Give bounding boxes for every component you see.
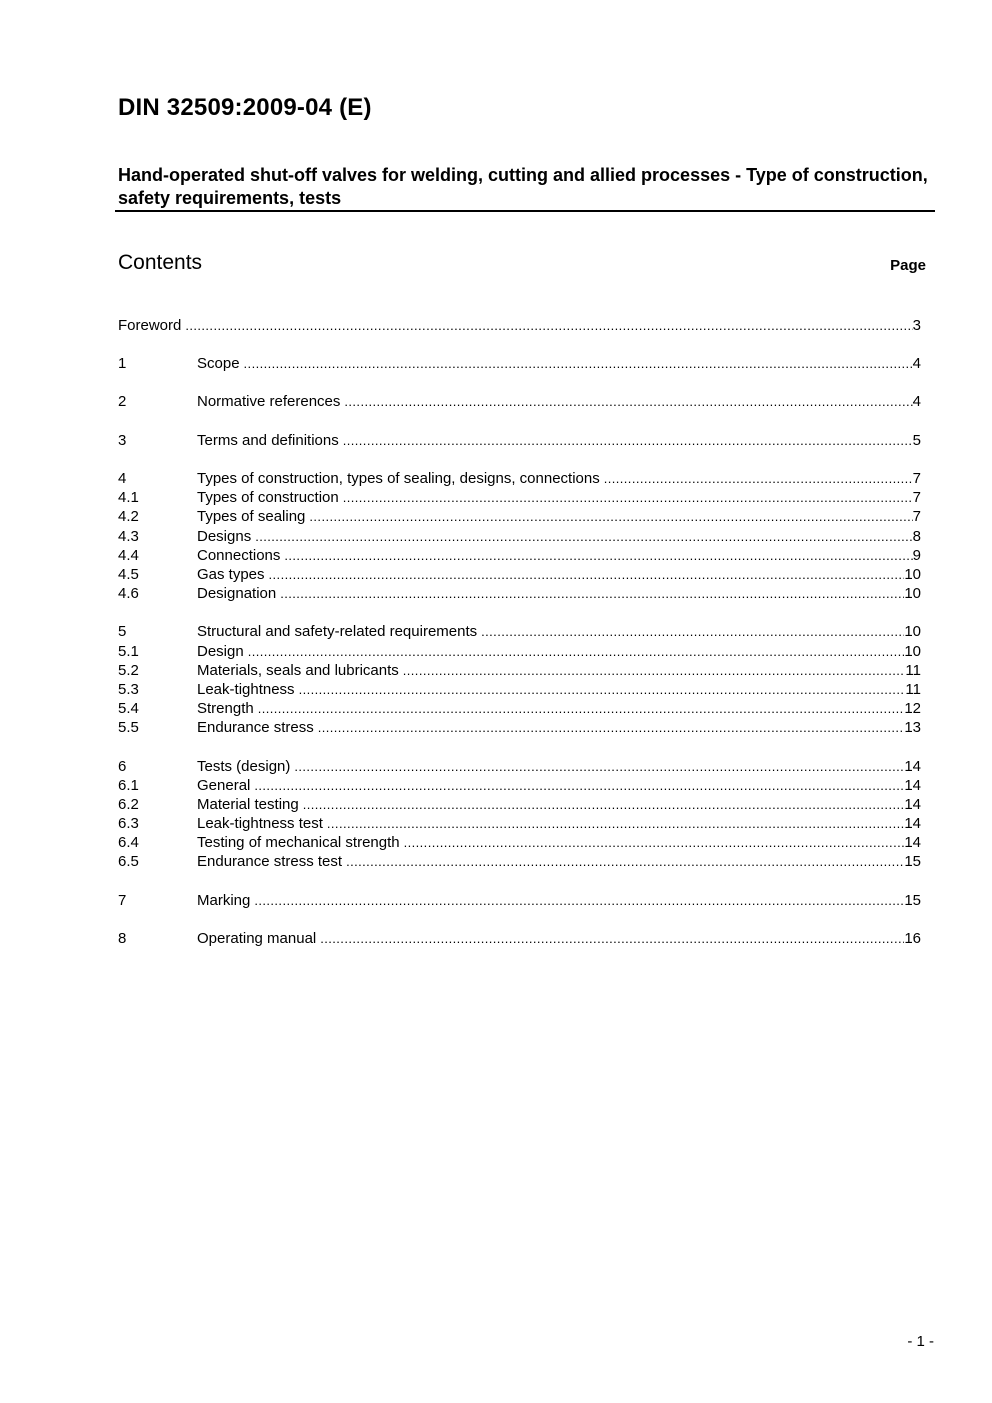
toc-entry-title: Types of sealing	[197, 508, 306, 525]
document-id: DIN 32509:2009-04 (E)	[118, 94, 372, 121]
toc-entry-title: Material testing	[197, 796, 299, 813]
toc-entry-number: 4.6	[118, 585, 139, 602]
toc-entry-number: 5.5	[118, 719, 139, 736]
toc-entry-title: Strength	[197, 700, 254, 717]
toc-entry-page: 11	[905, 662, 921, 679]
toc-entry-number: 4.5	[118, 566, 139, 583]
page-number: - 1 -	[907, 1333, 934, 1350]
toc-entry-page: 7	[912, 489, 921, 506]
toc-entry-4-3[interactable]	[118, 527, 921, 546]
toc-entry-title: Designs	[197, 528, 252, 545]
toc-entry-1[interactable]	[118, 354, 921, 373]
dot-leader	[254, 776, 904, 795]
dot-leader	[244, 354, 913, 373]
dot-leader	[344, 392, 912, 411]
dot-leader	[294, 757, 904, 776]
toc-entry-5-5[interactable]	[118, 718, 921, 737]
toc-entry-page: 10	[904, 566, 921, 583]
toc-entry-number: 6.5	[118, 853, 139, 870]
toc-entry-page: 9	[912, 547, 921, 564]
title-divider	[115, 210, 935, 212]
toc-entry-number: 8	[118, 930, 127, 947]
toc-entry-page: 14	[904, 796, 921, 813]
toc-entry-title: Connections	[197, 547, 281, 564]
toc-entry-page: 16	[904, 930, 921, 947]
toc-entry-page: 10	[904, 585, 921, 602]
toc-entry-page: 14	[904, 758, 921, 775]
dot-leader	[255, 527, 912, 546]
dot-leader	[403, 661, 906, 680]
dot-leader	[254, 891, 904, 910]
toc-entry-number: 5	[118, 623, 127, 640]
dot-leader	[320, 929, 904, 948]
toc-entry-5-3[interactable]	[118, 680, 921, 699]
toc-entry-title: Gas types	[197, 566, 265, 583]
toc-entry-title: Design	[197, 643, 244, 660]
toc-entry-page: 10	[904, 623, 921, 640]
toc-entry-page: 7	[912, 508, 921, 525]
toc-entry-number: 4	[118, 470, 127, 487]
dot-leader	[481, 622, 904, 641]
toc-entry-number: 4.2	[118, 508, 139, 525]
dot-leader	[248, 642, 905, 661]
toc-entry-number: 3	[118, 432, 127, 449]
toc-entry-number: 5.4	[118, 700, 139, 717]
toc-entry-title: Types of construction	[197, 489, 339, 506]
dot-leader	[343, 431, 913, 450]
toc-entry-title: Terms and definitions	[197, 432, 339, 449]
toc-entry-number: 5.1	[118, 643, 139, 660]
toc-entry-page: 3	[912, 317, 921, 334]
toc-entry-4-6[interactable]	[118, 584, 921, 603]
toc-entry-title: Marking	[197, 892, 251, 909]
toc-entry-number: 4.3	[118, 528, 139, 545]
toc-entry-number: 7	[118, 892, 127, 909]
toc-entry-page: 14	[904, 815, 921, 832]
contents-heading: Contents	[118, 251, 203, 274]
toc-entry-number: 5.3	[118, 681, 139, 698]
toc-entry-2[interactable]	[118, 392, 921, 411]
toc-entry-8[interactable]	[118, 929, 921, 948]
toc-entry-5-2[interactable]	[118, 661, 921, 680]
toc-entry-title: Structural and safety-related requirements	[197, 623, 478, 640]
toc-entry-title: Materials, seals and lubricants	[197, 662, 399, 679]
toc-entry-title: Types of construction, types of sealing, designs, connections	[197, 470, 600, 487]
toc-entry-page: 8	[912, 528, 921, 545]
toc-entry-7[interactable]	[118, 891, 921, 910]
document-title: Hand-operated shut-off valves for welding, cutting and allied processes - Type of construction, safety requirements, tests	[118, 165, 928, 208]
toc-entry-page: 4	[912, 355, 921, 372]
toc-entry-page: 10	[904, 643, 921, 660]
toc-entry-number: 6.3	[118, 815, 139, 832]
toc-entry-page: 14	[904, 777, 921, 794]
page-column-heading: Page	[890, 257, 926, 274]
toc-entry-foreword[interactable]	[118, 316, 921, 335]
toc-entry-6[interactable]	[118, 757, 921, 776]
toc-entry-6-3[interactable]	[118, 814, 921, 833]
toc-entry-number: 1	[118, 355, 127, 372]
toc-entry-number: 5.2	[118, 662, 139, 679]
toc-entry-number: 6.4	[118, 834, 139, 851]
dot-leader	[284, 546, 912, 565]
toc-entry-6-1[interactable]	[118, 776, 921, 795]
toc-entry-page: 15	[904, 853, 921, 870]
toc-entry-3[interactable]	[118, 431, 921, 450]
toc-entry-title: Scope	[197, 355, 240, 372]
toc-entry-4-4[interactable]	[118, 546, 921, 565]
toc-entry-6-4[interactable]	[118, 833, 921, 852]
toc-entry-number: 6.2	[118, 796, 139, 813]
toc-entry-page: 11	[905, 681, 921, 698]
toc-entry-number: 4.1	[118, 489, 139, 506]
toc-entry-4-1[interactable]	[118, 488, 921, 507]
toc-entry-title: Designation	[197, 585, 277, 602]
dot-leader	[404, 833, 905, 852]
toc-entry-title: Endurance stress test	[197, 853, 343, 870]
toc-entry-5-4[interactable]	[118, 699, 921, 718]
dot-leader	[185, 316, 912, 335]
toc-entry-title: Operating manual	[197, 930, 317, 947]
toc-entry-title: Normative references	[197, 393, 341, 410]
toc-entry-4[interactable]	[118, 469, 921, 488]
toc-entry-number: 6.1	[118, 777, 139, 794]
toc-entry-title: Testing of mechanical strength	[197, 834, 400, 851]
dot-leader	[604, 469, 913, 488]
toc-entry-page: 14	[904, 834, 921, 851]
toc-entry-page: 15	[904, 892, 921, 909]
toc-entry-5[interactable]	[118, 622, 921, 641]
toc-entry-6-2[interactable]	[118, 795, 921, 814]
toc-entry-title: General	[197, 777, 251, 794]
toc-entry-title: Leak-tightness test	[197, 815, 323, 832]
toc-entry-title: Tests (design)	[197, 758, 291, 775]
toc-entry-page: 5	[912, 432, 921, 449]
dot-leader	[318, 718, 905, 737]
dot-leader	[269, 565, 905, 584]
dot-leader	[343, 488, 913, 507]
dot-leader	[280, 584, 904, 603]
dot-leader	[299, 680, 906, 699]
toc-entry-title: Leak-tightness	[197, 681, 295, 698]
dot-leader	[258, 699, 905, 718]
toc-entry-4-2[interactable]	[118, 507, 921, 526]
toc-entry-4-5[interactable]	[118, 565, 921, 584]
dot-leader	[309, 507, 912, 526]
toc-entry-5-1[interactable]	[118, 642, 921, 661]
toc-entry-page: 12	[904, 700, 921, 717]
dot-leader	[327, 814, 904, 833]
toc-entry-number: 6	[118, 758, 127, 775]
dot-leader	[346, 852, 904, 871]
toc-entry-title: Foreword	[118, 317, 182, 334]
dot-leader	[303, 795, 905, 814]
toc-entry-page: 13	[904, 719, 921, 736]
toc-entry-6-5[interactable]	[118, 852, 921, 871]
toc-entry-number: 4.4	[118, 547, 139, 564]
toc-entry-page: 7	[912, 470, 921, 487]
toc-entry-number: 2	[118, 393, 127, 410]
toc-entry-page: 4	[912, 393, 921, 410]
toc-entry-title: Endurance stress	[197, 719, 314, 736]
